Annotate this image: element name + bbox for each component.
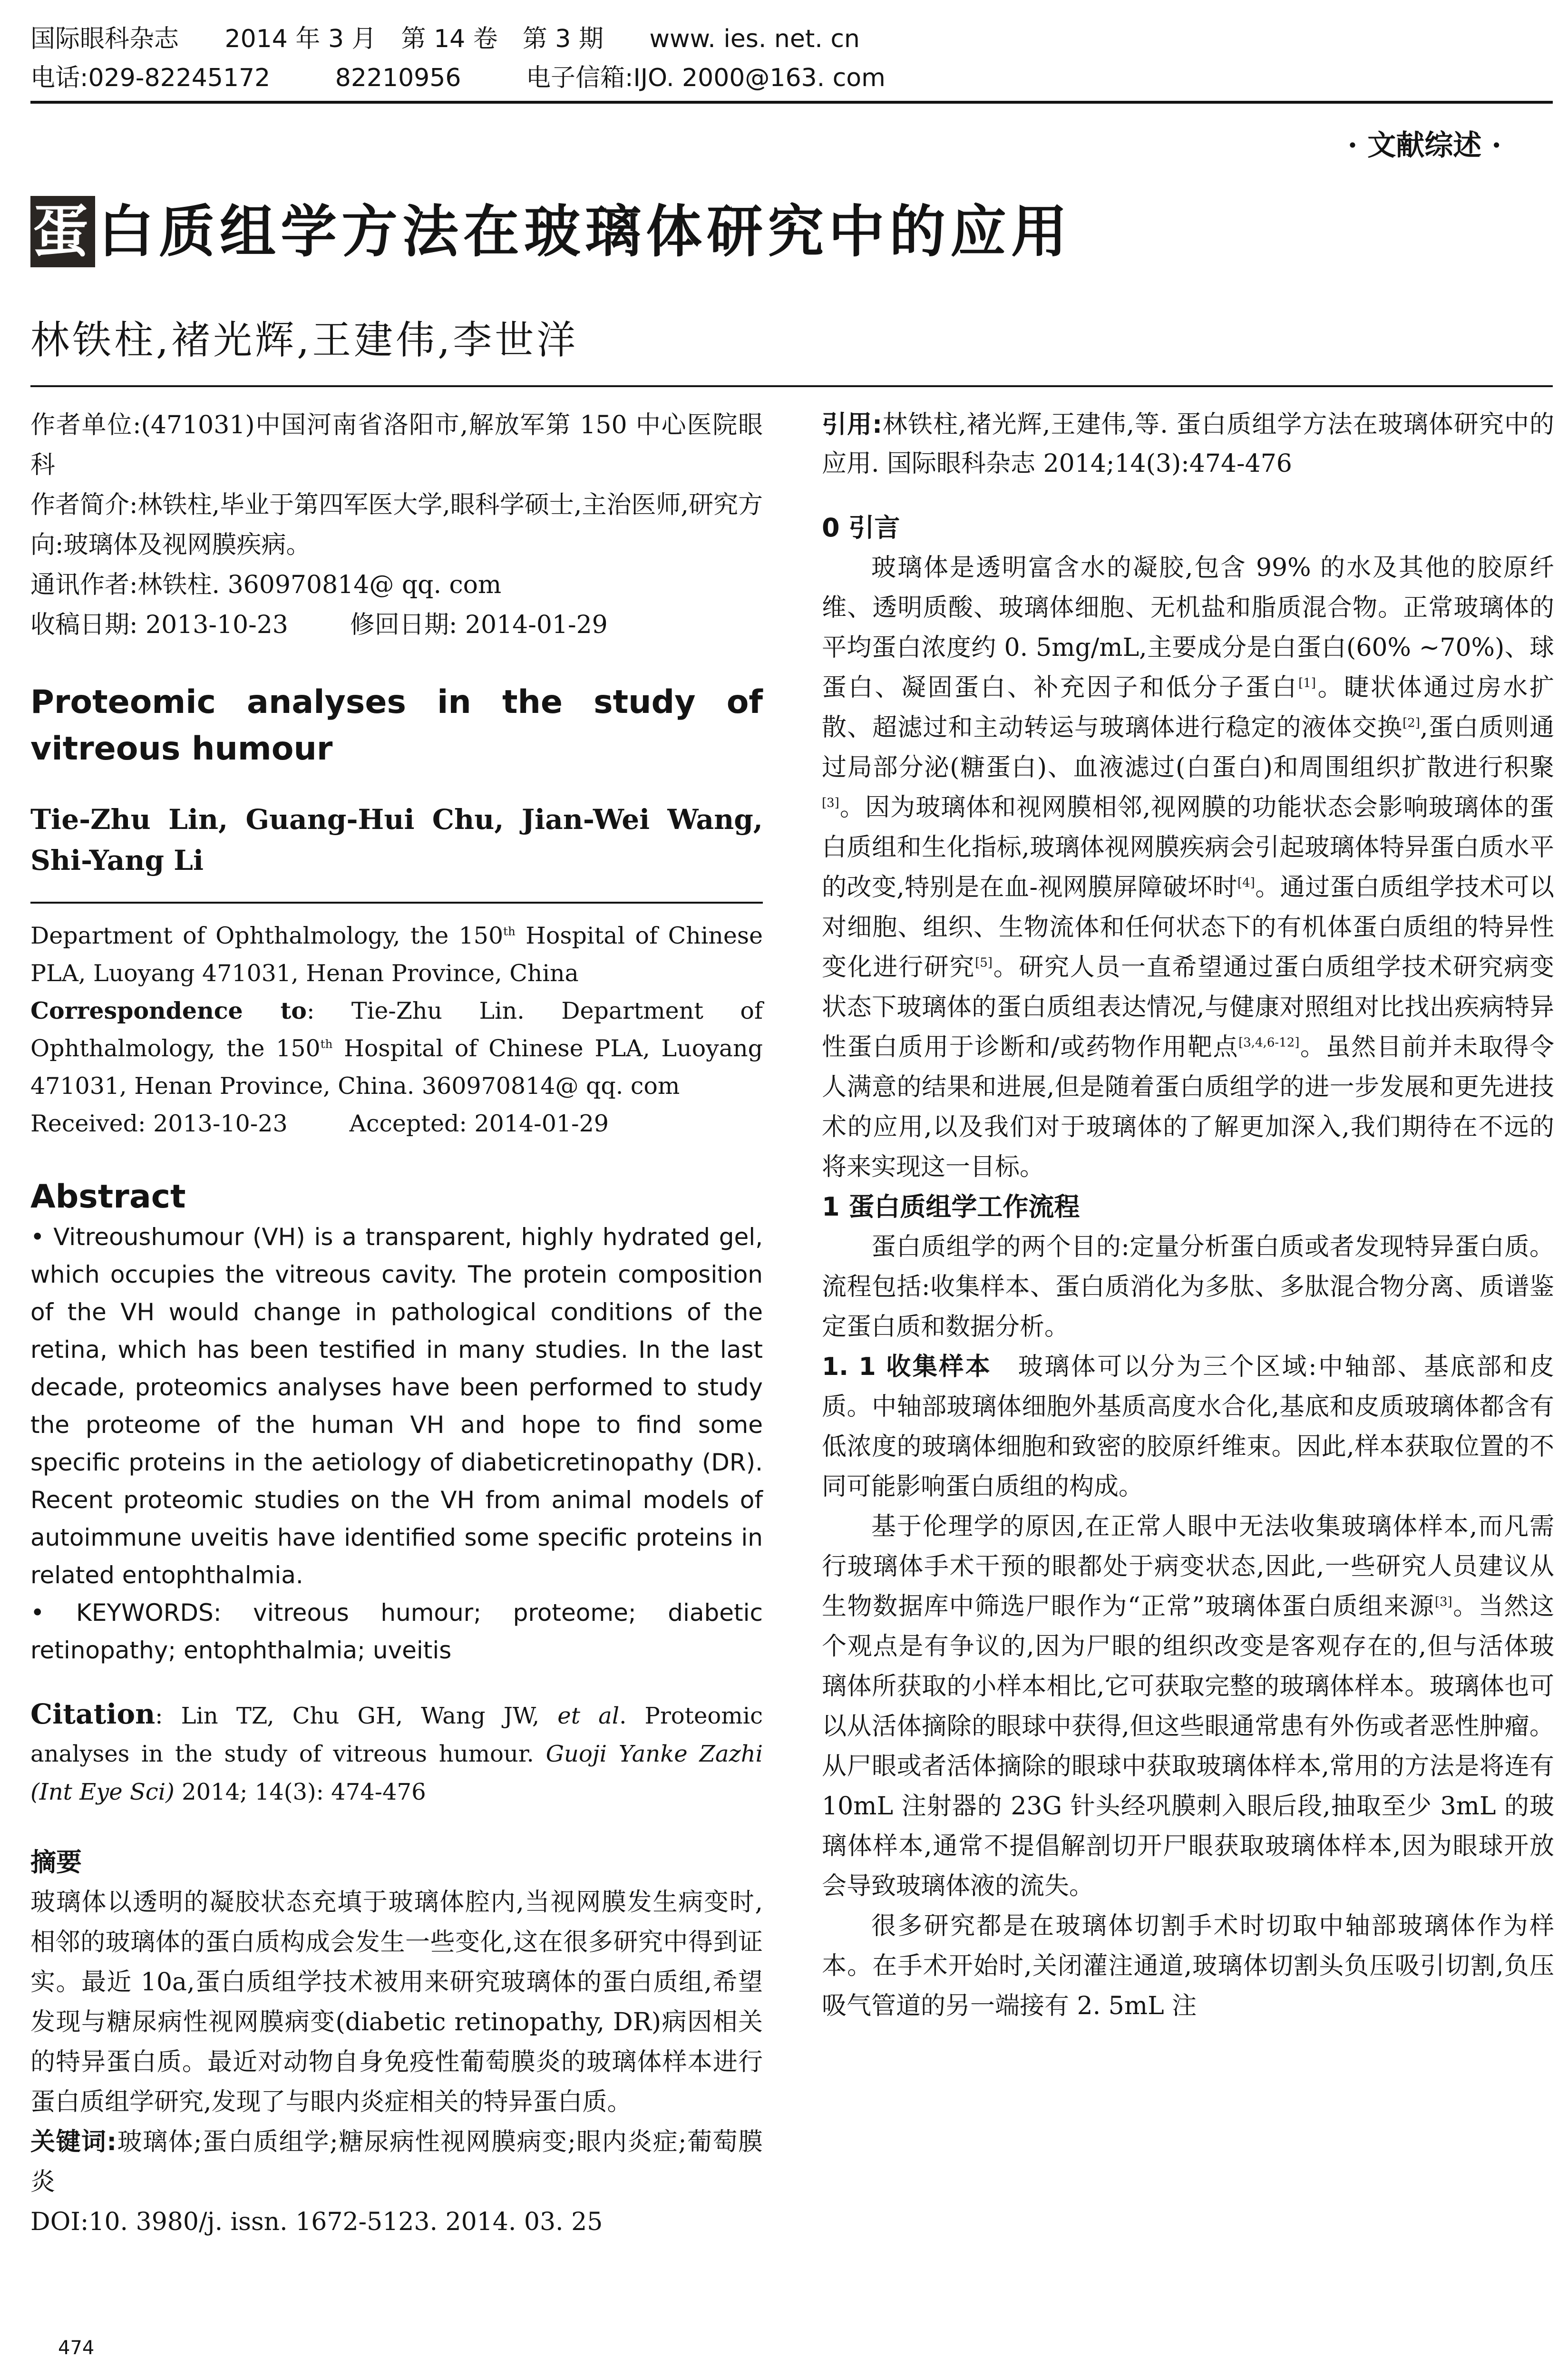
received-en: Received: 2013-10-23 bbox=[30, 1110, 288, 1137]
journal-phone2: 82210956 bbox=[335, 64, 461, 92]
p0-d: 。因为玻璃体和视网膜相邻,视网膜的功能状态会影响玻璃体的蛋白质组和生化指标,玻璃体视网膜疾病会引起玻璃体特异蛋白质水平的改变,特别是在血-视网膜屏障破坏时 bbox=[822, 793, 1554, 902]
p0-b: 。睫状体通过房水扩散、超滤过和主动转运与玻璃体进行稳定的液体交换 bbox=[822, 673, 1554, 742]
journal-header-line2 bbox=[30, 63, 943, 93]
journal-header-line1 bbox=[30, 24, 898, 54]
abstract-text: • Vitreoushumour (VH) is a transparent, highly hydrated gel, which occupies the vitreous cavity. The protein composition of the VH would change in pathological conditions of the retina, which has been testified in many studies. In the last decade, proteomics analyses have been performed to study the proteome of the human VH and hope to find some specific proteins in the aetiology of diabeticretinopathy (DR). Recent proteomic studies on the VH from animal models of autoimmune uveitis have identified some specific proteins in related entophthalmia. bbox=[30, 1223, 763, 1589]
english-authors: Tie-Zhu Lin, Guang-Hui Chu, Jian-Wei Wang, Shi-Yang Li bbox=[30, 803, 763, 877]
zh-abstract bbox=[30, 1882, 763, 2242]
affiliation: 作者单位:(471031)中国河南省洛阳市,解放军第 150 中心医院眼科 bbox=[30, 411, 763, 479]
dates-zh bbox=[30, 605, 763, 645]
section-0-body bbox=[822, 548, 1554, 1187]
p12-b: 。当然这个观点是有争议的,因为尸眼的组织改变是客观存在的,但与活体玻璃体所获取的小样本相比,它可获取完整的玻璃体样本。玻璃体也可以从活体摘除的眼球中获得,但这些眼通常患有外伤或者恶性肿瘤。从尸眼或者活体摘除的眼球中获取玻璃体样本,常用的方法是将连有 10mL 注射器的 23G 针头经巩膜刺入眼后段,抽取至少 3mL 的玻璃体样本,通常不提倡解剖切开尸眼获取玻璃体样本,因为眼球开放会导致玻璃体液的流失。 bbox=[822, 1592, 1554, 1900]
ref-4: [4] bbox=[1237, 876, 1255, 890]
right-column bbox=[822, 405, 1554, 2026]
correspondence-sup: th bbox=[320, 1037, 333, 1051]
keywords-en: • KEYWORDS: vitreous humour; proteome; diabetic retinopathy; entophthalmia; uveitis bbox=[30, 1599, 763, 1664]
correspondence-pre: : Tie-Zhu Lin. Department of Ophthalmology, the 150 bbox=[30, 997, 763, 1062]
section-label: · 文献综述 · bbox=[1347, 129, 1501, 162]
title-rule bbox=[30, 385, 1553, 387]
section-1-body bbox=[822, 1227, 1554, 2026]
left-column bbox=[30, 405, 763, 2242]
p0-e: 。通过蛋白质组学技术可以对细胞、组织、生物流体和任何状态下的有机体蛋白质组的特异性变化进行研究 bbox=[822, 873, 1554, 982]
department-pre: Department of Ophthalmology, the 150 bbox=[30, 922, 504, 949]
citation-en bbox=[30, 1695, 763, 1811]
dept-rule bbox=[30, 902, 763, 904]
abstract-heading: Abstract bbox=[30, 1178, 186, 1216]
journal-phone: 电话:029-82245172 bbox=[30, 64, 271, 92]
journal-website: www. ies. net. cn bbox=[649, 25, 860, 53]
page-number: 474 bbox=[58, 2337, 95, 2359]
ref-3: [3] bbox=[822, 796, 839, 810]
zh-keywords-text: 玻璃体;蛋白质组学;糖尿病性视网膜病变;眼内炎症;葡萄膜炎 bbox=[30, 2128, 763, 2196]
english-affiliation bbox=[30, 917, 763, 1142]
abstract-body bbox=[30, 1218, 763, 1669]
correspondence-label: Correspondence to bbox=[30, 997, 307, 1024]
section-0-heading: 0 引言 bbox=[822, 513, 900, 543]
author-bio: 作者简介:林铁柱,毕业于第四军医大学,眼科学硕士,主治医师,研究方向:玻璃体及视网膜疾病。 bbox=[30, 491, 763, 559]
section-1-heading: 1 蛋白质组学工作流程 bbox=[822, 1192, 1080, 1222]
paragraph-surgery: 很多研究都是在玻璃体切割手术时切取中轴部玻璃体作为样本。在手术开始时,关闭灌注通道,玻璃体切割头负压吸引切割,负压吸气管道的另一端接有 2. 5mL 注 bbox=[822, 1912, 1554, 2020]
dates-en bbox=[30, 1105, 763, 1142]
ref-1: [1] bbox=[1298, 676, 1316, 691]
p12-a: 基于伦理学的原因,在正常人眼中无法收集玻璃体样本,而凡需行玻璃体手术干预的眼都处于病变状态,因此,一些研究人员建议从生物数据库中筛选尸眼作为“正常”玻璃体蛋白质组来源 bbox=[822, 1512, 1554, 1621]
citation-zh-text: 林铁柱,褚光辉,王建伟,等. 蛋白质组学方法在玻璃体研究中的应用. 国际眼科杂志 2014;14(3):474-476 bbox=[822, 410, 1555, 478]
citation-a: : Lin TZ, Chu GH, Wang JW, bbox=[155, 1703, 558, 1729]
section-1-1-heading: 1. 1 收集样本 bbox=[822, 1353, 992, 1381]
title-rest: 白质组学方法在玻璃体研究中的应用 bbox=[98, 198, 1072, 264]
paragraph-ethics bbox=[822, 1507, 1554, 1906]
paragraph-workflow: 蛋白质组学的两个目的:定量分析蛋白质或者发现特异蛋白质。流程包括:收集样本、蛋白质消化为多肽、多肽混合物分离、质谱鉴定蛋白质和数据分析。 bbox=[822, 1233, 1554, 1341]
paragraph-sampling bbox=[822, 1347, 1554, 1507]
english-title: Proteomic analyses in the study of vitreous humour bbox=[30, 683, 763, 768]
citation-c: 2014; 14(3): 474-476 bbox=[174, 1779, 426, 1805]
citation-journal: Guoji Yanke Zazhi (Int Eye Sci) bbox=[30, 1741, 763, 1805]
doi: DOI:10. 3980/j. issn. 1672-5123. 2014. 03. 25 bbox=[30, 2208, 603, 2236]
journal-email: 电子信箱:IJO. 2000@163. com bbox=[526, 64, 886, 92]
citation-zh bbox=[822, 405, 1554, 483]
ref-2: [2] bbox=[1402, 716, 1420, 731]
citation-etal: et al bbox=[557, 1703, 620, 1729]
citation-label: Citation bbox=[30, 1698, 156, 1730]
corresponding-author: 通讯作者:林铁柱. 360970814@ qq. com bbox=[30, 571, 502, 599]
p0-a: 玻璃体是透明富含水的凝胶,包含 99% 的水及其他的胶原纤维、透明质酸、玻璃体细胞、无机盐和脂质混合物。正常玻璃体的平均蛋白浓度约 0. 5mg/mL,主要成分是白蛋白(60% ~70%)、球蛋白、凝固蛋白、补充因子和低分子蛋白 bbox=[822, 554, 1554, 702]
p0-c: ,蛋白质则通过局部分泌(糖蛋白)、血液滤过(白蛋白)和周围组织扩散进行积聚 bbox=[822, 713, 1554, 782]
department-post: Hospital of Chinese PLA, Luoyang 471031, Henan Province, China bbox=[30, 922, 763, 987]
article-title bbox=[30, 196, 1072, 267]
zh-keywords bbox=[30, 2122, 763, 2202]
citation-zh-label: 引用: bbox=[822, 410, 882, 439]
received-date: 收稿日期: 2013-10-23 bbox=[30, 611, 288, 639]
author-info bbox=[30, 405, 763, 645]
department-sup: th bbox=[503, 924, 516, 938]
p11-text: 玻璃体可以分为三个区域:中轴部、基底部和皮质。中轴部玻璃体细胞外基质高度水合化,基底和皮质玻璃体都含有低浓度的玻璃体细胞和致密的胶原纤维束。因此,样本获取位置的不同可能影响蛋白质组的构成。 bbox=[822, 1353, 1554, 1501]
correspondence-post: Hospital of Chinese PLA, Luoyang 471031, Henan Province, China. 360970814@ qq. com bbox=[30, 1035, 763, 1100]
journal-issue: 2014 年 3 月 第 14 卷 第 3 期 bbox=[224, 25, 604, 53]
journal-name: 国际眼科杂志 bbox=[30, 25, 179, 53]
revised-date: 修回日期: 2014-01-29 bbox=[350, 611, 608, 639]
zh-abstract-text: 玻璃体以透明的凝胶状态充填于玻璃体腔内,当视网膜发生病变时,相邻的玻璃体的蛋白质构成会发生一些变化,这在很多研究中得到证实。最近 10a,蛋白质组学技术被用来研究玻璃体的蛋白质组,希望发现与糖尿病性视网膜病变(diabetic retinopathy, DR)病因相关的特异蛋白质。最近对动物自身免疫性葡萄膜炎的玻璃体样本进行蛋白质组学研究,发现了与眼内炎症相关的特异蛋白质。 bbox=[30, 1888, 763, 2116]
title-initial: 蛋 bbox=[30, 196, 95, 267]
citation-b: . Proteomic analyses in the study of vitreous humour. bbox=[30, 1703, 763, 1767]
zh-keywords-label: 关键词: bbox=[30, 2128, 117, 2156]
department bbox=[30, 917, 763, 992]
p0-g: 。虽然目前并未取得令人满意的结果和进展,但是随着蛋白质组学的进一步发展和更先进技术的应用,以及我们对于玻璃体的了解更加深入,我们期待在不远的将来实现这一目标。 bbox=[822, 1033, 1554, 1181]
ref-7: [3] bbox=[1434, 1595, 1452, 1609]
header-rule bbox=[30, 101, 1553, 104]
ref-5: [5] bbox=[975, 955, 993, 970]
paragraph-intro bbox=[822, 548, 1554, 1187]
correspondence bbox=[30, 992, 763, 1105]
zh-abstract-heading: 摘要 bbox=[30, 1847, 82, 1877]
accepted-en: Accepted: 2014-01-29 bbox=[349, 1110, 609, 1137]
ref-6: [3,4,6-12] bbox=[1238, 1035, 1300, 1050]
article-authors: 林铁柱,褚光辉,王建伟,李世洋 bbox=[30, 318, 579, 363]
p0-f: 。研究人员一直希望通过蛋白质组学技术研究病变状态下玻璃体的蛋白质组表达情况,与健康对照组对比找出疾病特异性蛋白质用于诊断和/或药物作用靶点 bbox=[822, 953, 1554, 1062]
